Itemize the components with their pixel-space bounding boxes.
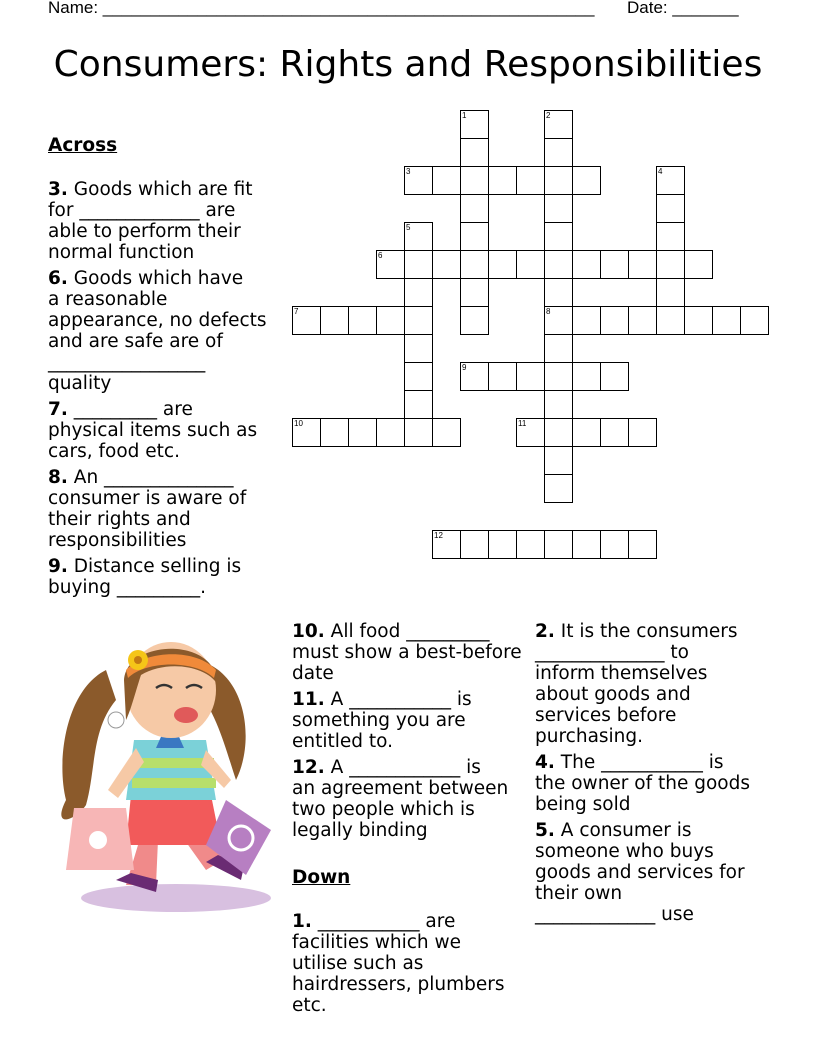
clue-text: The ___________ is the owner of the goods being sold xyxy=(535,752,750,815)
crossword-cell[interactable] xyxy=(656,194,685,223)
down-heading: Down xyxy=(292,867,351,888)
across-heading: Across xyxy=(48,135,118,156)
cell-number: 3 xyxy=(406,167,411,176)
crossword-cell[interactable] xyxy=(432,418,461,447)
crossword-cell[interactable] xyxy=(544,362,573,391)
crossword-cell[interactable] xyxy=(460,222,489,251)
clue-item xyxy=(48,399,283,462)
crossword-cell[interactable] xyxy=(488,166,517,195)
crossword-cell[interactable] xyxy=(572,362,601,391)
crossword-cell[interactable] xyxy=(628,306,657,335)
name-field[interactable]: Name: ____________________________________________________ xyxy=(48,0,595,17)
crossword-cell[interactable] xyxy=(348,418,377,447)
date-field[interactable]: Date: _______ xyxy=(627,0,739,17)
crossword-cell[interactable] xyxy=(292,418,321,447)
clue-text: A ___________ is something you are entitled to. xyxy=(292,689,472,752)
clue-item xyxy=(292,757,532,841)
crossword-cell[interactable] xyxy=(656,166,685,195)
crossword-cell[interactable] xyxy=(320,306,349,335)
crossword-cell[interactable] xyxy=(572,530,601,559)
crossword-cell[interactable] xyxy=(460,250,489,279)
clue-item xyxy=(48,268,283,394)
clue-number: 1. xyxy=(292,911,312,932)
clue-text: A ____________ is an agreement between two people which is legally binding xyxy=(292,757,509,841)
crossword-cell[interactable] xyxy=(376,418,405,447)
clue-list xyxy=(292,911,532,1016)
crossword-cell[interactable] xyxy=(544,446,573,475)
clue-item xyxy=(535,820,775,925)
crossword-cell[interactable] xyxy=(404,306,433,335)
cell-number: 12 xyxy=(434,531,443,540)
cell-number: 8 xyxy=(546,307,551,316)
crossword-cell[interactable] xyxy=(544,250,573,279)
cell-number: 2 xyxy=(546,111,551,120)
crossword-cell[interactable] xyxy=(376,250,405,279)
crossword-cell[interactable] xyxy=(740,306,769,335)
crossword-cell[interactable] xyxy=(572,166,601,195)
crossword-cell[interactable] xyxy=(544,306,573,335)
crossword-cell[interactable] xyxy=(488,250,517,279)
crossword-cell[interactable] xyxy=(404,278,433,307)
crossword-cell[interactable] xyxy=(600,530,629,559)
crossword-cell[interactable] xyxy=(656,222,685,251)
crossword-cell[interactable] xyxy=(712,306,741,335)
clue-text: An ______________ consumer is aware of their rights and responsibilities xyxy=(48,467,247,551)
crossword-cell[interactable] xyxy=(656,250,685,279)
clue-item xyxy=(292,689,532,752)
crossword-cell[interactable] xyxy=(516,166,545,195)
crossword-cell[interactable] xyxy=(460,194,489,223)
cell-number: 5 xyxy=(406,223,411,232)
clue-text: A consumer is someone who buys goods and services for their own _____________ use xyxy=(535,820,745,925)
clue-item xyxy=(48,179,283,263)
crossword-cell[interactable] xyxy=(460,530,489,559)
crossword-cell[interactable] xyxy=(600,306,629,335)
clue-item xyxy=(48,467,283,551)
crossword-cell[interactable] xyxy=(404,166,433,195)
crossword-cell[interactable] xyxy=(432,166,461,195)
crossword-cell[interactable] xyxy=(404,222,433,251)
crossword-cell[interactable] xyxy=(656,278,685,307)
clue-text: Distance selling is buying _________. xyxy=(48,556,242,598)
clue-list xyxy=(535,621,775,925)
clue-item xyxy=(535,752,775,815)
clue-number: 2. xyxy=(535,621,555,642)
crossword-cell[interactable] xyxy=(656,306,685,335)
crossword-cell[interactable] xyxy=(460,110,489,139)
crossword-cell[interactable] xyxy=(544,418,573,447)
crossword-cell[interactable] xyxy=(628,418,657,447)
page-title: Consumers: Rights and Responsibilities xyxy=(53,44,763,85)
cell-number: 6 xyxy=(378,251,383,260)
crossword-cell[interactable] xyxy=(404,418,433,447)
crossword-cell[interactable] xyxy=(320,418,349,447)
clue-item xyxy=(292,621,532,684)
cell-number: 1 xyxy=(462,111,467,120)
clue-number: 9. xyxy=(48,556,68,577)
crossword-cell[interactable] xyxy=(516,362,545,391)
crossword-cell[interactable] xyxy=(404,390,433,419)
crossword-cell[interactable] xyxy=(684,306,713,335)
crossword-cell[interactable] xyxy=(572,306,601,335)
crossword-cell[interactable] xyxy=(544,334,573,363)
clue-item xyxy=(292,911,532,1016)
crossword-cell[interactable] xyxy=(404,362,433,391)
crossword-cell[interactable] xyxy=(404,334,433,363)
across-clues-column-1 xyxy=(48,114,283,624)
crossword-cell[interactable] xyxy=(600,362,629,391)
crossword-cell[interactable] xyxy=(572,418,601,447)
clue-number: 8. xyxy=(48,467,68,488)
clue-item xyxy=(535,621,775,747)
crossword-cell[interactable] xyxy=(460,278,489,307)
crossword-cell[interactable] xyxy=(544,194,573,223)
shopping-girl-illustration xyxy=(46,630,276,920)
clue-number: 4. xyxy=(535,752,555,773)
clue-text: ___________ are facilities which we utilise such as hairdressers, plumbers etc. xyxy=(292,911,505,1016)
clue-list xyxy=(292,621,532,841)
crossword-cell[interactable] xyxy=(488,362,517,391)
crossword-cell[interactable] xyxy=(628,530,657,559)
crossword-cell[interactable] xyxy=(460,306,489,335)
crossword-cell[interactable] xyxy=(544,222,573,251)
crossword-cell[interactable] xyxy=(600,418,629,447)
crossword-cell[interactable] xyxy=(348,306,377,335)
crossword-cell[interactable] xyxy=(544,474,573,503)
cell-number: 4 xyxy=(658,167,663,176)
crossword-cell[interactable] xyxy=(600,250,629,279)
crossword-cell[interactable] xyxy=(544,138,573,167)
clue-text: All food _________ must show a best-before date xyxy=(292,621,522,684)
clue-number: 12. xyxy=(292,757,325,778)
clue-text: _________ are physical items such as cars, food etc. xyxy=(48,399,258,462)
crossword-cell[interactable] xyxy=(684,250,713,279)
crossword-cell[interactable] xyxy=(460,138,489,167)
across-clues-column-2 xyxy=(292,600,532,1042)
crossword-cell[interactable] xyxy=(376,306,405,335)
crossword-cell[interactable] xyxy=(432,530,461,559)
crossword-cell[interactable] xyxy=(516,250,545,279)
clue-text: Goods which are fit for _____________ are able to perform their normal function xyxy=(48,179,253,263)
crossword-cell[interactable] xyxy=(432,250,461,279)
crossword-cell[interactable] xyxy=(516,530,545,559)
crossword-cell[interactable] xyxy=(460,166,489,195)
clue-number: 5. xyxy=(535,820,555,841)
crossword-cell[interactable] xyxy=(460,362,489,391)
crossword-cell[interactable] xyxy=(572,250,601,279)
crossword-cell[interactable] xyxy=(516,418,545,447)
crossword-cell[interactable] xyxy=(544,530,573,559)
clue-text: Goods which have a reasonable appearance, no defects and are safe are of _________________ quality xyxy=(48,268,267,394)
crossword-cell[interactable] xyxy=(544,166,573,195)
clue-number: 6. xyxy=(48,268,68,289)
crossword-cell[interactable] xyxy=(488,530,517,559)
crossword-cell[interactable] xyxy=(544,390,573,419)
clue-number: 11. xyxy=(292,689,325,710)
crossword-cell[interactable] xyxy=(628,250,657,279)
crossword-cell[interactable] xyxy=(544,278,573,307)
cell-number: 9 xyxy=(462,363,467,372)
cell-number: 11 xyxy=(518,419,527,428)
clue-item xyxy=(48,556,283,598)
cell-number: 7 xyxy=(294,307,299,316)
clue-number: 10. xyxy=(292,621,325,642)
crossword-cell[interactable] xyxy=(404,250,433,279)
clue-number: 7. xyxy=(48,399,68,420)
clue-number: 3. xyxy=(48,179,68,200)
cell-number: 10 xyxy=(294,419,303,428)
crossword-cell[interactable] xyxy=(544,110,573,139)
clue-list xyxy=(48,179,283,598)
down-clues-column-3 xyxy=(535,600,775,951)
crossword-cell[interactable] xyxy=(292,306,321,335)
clue-text: It is the consumers ______________ to inform themselves about goods and services before purchasing. xyxy=(535,621,738,747)
